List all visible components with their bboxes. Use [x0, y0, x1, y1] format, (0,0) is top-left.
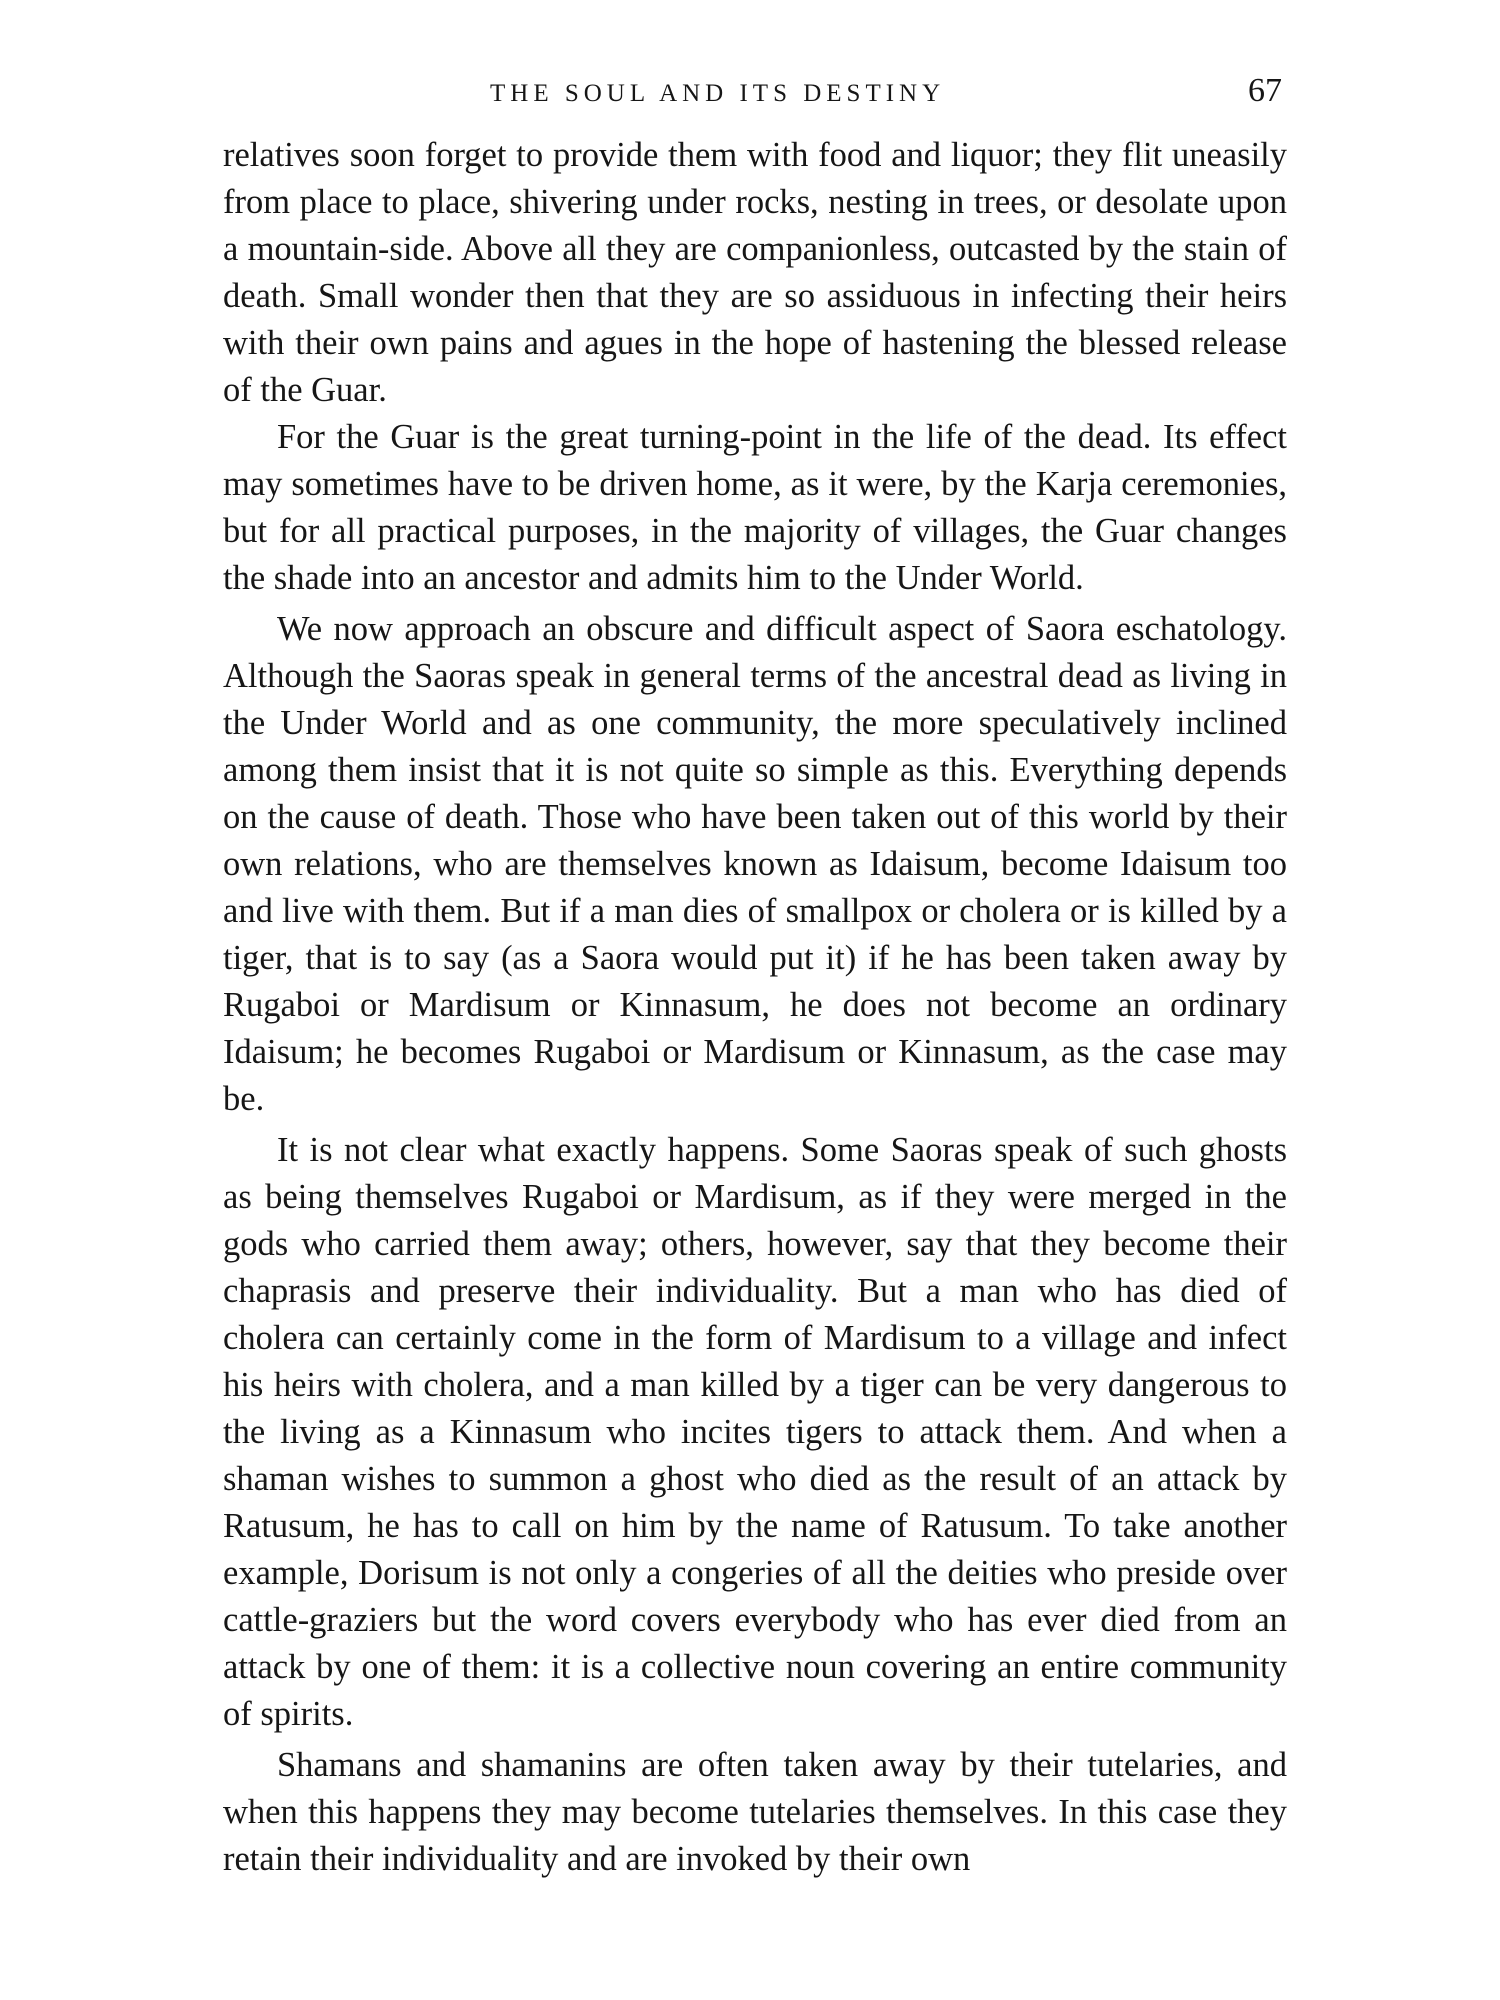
- paragraph-continued: relatives soon forget to provide them with food and liquor; they flit uneasily from place to place, shivering under rocks, nesting in trees, or desolate upon a mountain-side. Above all they are companionless, outcasted by the stain of death. Small wonder then that they are so assiduous in infecting their heirs with their own pains and agues in the hope of hastening the blessed release of the Guar.: [223, 136, 1287, 409]
- running-title: THE SOUL AND ITS DESTINY: [490, 80, 946, 107]
- page-number: 67: [1248, 72, 1282, 109]
- running-head: [230, 72, 1290, 112]
- paragraph-eschatology: We now approach an obscure and difficult aspect of Saora eschatology. Although the Saoras speak in general terms of the ancestral dead as living in the Under World and as one community, the more speculatively inclined among them insist that it is not quite so simple as this. Everything depends on the cause of death. Those who have been taken out of this world by their own relations, who are themselves known as Idaisum, become Idaisum too and live with them. But if a man dies of smallpox or cholera or is killed by a tiger, that is to say (as a Saora would put it) if he has been taken away by Rugaboi or Mardisum or Kinnasum, he does not become an ordinary Idaisum; he becomes Rugaboi or Mardisum or Kinnasum, as the case may be.: [223, 610, 1287, 1118]
- paragraph-shamans: Shamans and shamanins are often taken away by their tutelaries, and when this happens they may become tutelaries themselves. In this case they retain their individuality and are invoked by their own: [223, 1746, 1287, 1878]
- body-text: [223, 132, 1287, 1883]
- paragraph-guar: For the Guar is the great turning-point in the life of the dead. Its effect may sometimes have to be driven home, as it were, by the Karja ceremonies, but for all practical purposes, in the majority of villages, the Guar changes the shade into an ancestor and admits him to the Under World.: [223, 418, 1287, 597]
- paragraph-not-clear: It is not clear what exactly happens. Some Saoras speak of such ghosts as being themselves Rugaboi or Mardisum, as if they were merged in the gods who carried them away; others, however, say that they become their chaprasis and preserve their individuality. But a man who has died of cholera can certainly come in the form of Mardisum to a village and infect his heirs with cholera, and a man killed by a tiger can be very dangerous to the living as a Kinnasum who incites tigers to attack them. And when a shaman wishes to summon a ghost who died as the result of an attack by Ratusum, he has to call on him by the name of Ratusum. To take another example, Dorisum is not only a congeries of all the deities who preside over cattle-graziers but the word covers everybody who has ever died from an attack by one of them: it is a collective noun covering an entire community of spirits.: [223, 1131, 1287, 1733]
